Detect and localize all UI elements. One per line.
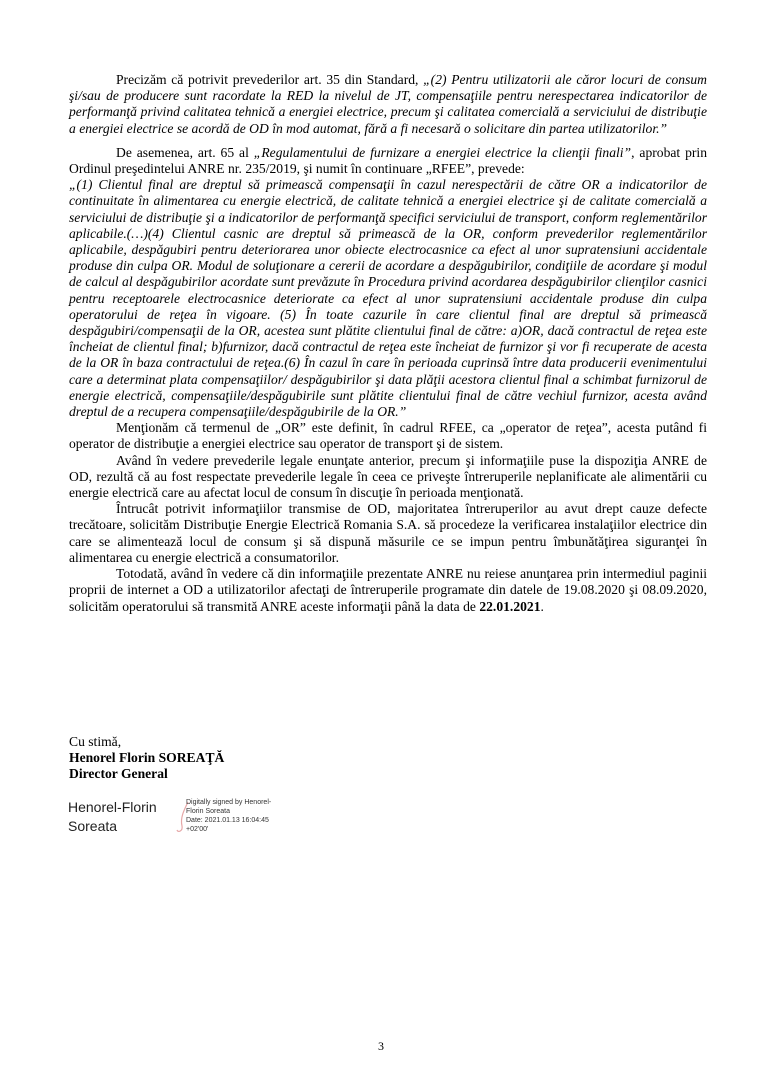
paragraph-tail: , aprobat prin Ordinul preşedintelui ANRE nr. 235/2019, şi numit în continuare „RFEE”, prevede: xyxy=(69,144,708,177)
paragraph-lead: De asemenea, art. 65 al xyxy=(116,144,254,160)
document-body xyxy=(69,72,707,615)
digital-signature xyxy=(68,798,328,840)
page-number: 3 xyxy=(378,1039,384,1053)
digital-name-line: Soreata xyxy=(68,818,118,834)
paragraph-or-definition: Menţionăm că termenul de „OR” este definit, în cadrul RFEE, ca „operator de reţea”, acesta putând fi operator de distribuţie a energiei electrice sau operator de transport şi de sistem. xyxy=(69,420,707,452)
paragraph-conclusion: Având în vedere prevederile legale enunţate anterior, precum şi informaţiile puse la dispoziţia ANRE de OD, rezultă că au fost respectate prevederile legale în ceea ce priveşte întreruperile neplanificate ale alimentării cu energie electrică care au afectat locul de consum în discuţie în perioada menţionată. xyxy=(69,452,707,501)
signer-name: Henorel Florin SOREAŢĂ xyxy=(69,750,225,766)
quoted-rfee-article: „(1) Clientul final are dreptul să primească compensaţii în cazul nerespectării de către OR a indicatorilor de continuitate în alimentarea cu energie electrică, de calitate tehnică a energiei electrice şi de calitate comercială a serviciului de distribuţie şi a indicatorilor de performanţă specifici serviciului de transport, conform reglementărilor aplicabile.(…)(4) Clientul casnic are dreptul să primească de la OR, conform prevederilor reglementărilor aplicabile, despăgubiri pentru deteriorarea unor obiecte electrocasnice ca efect al unor supratensiuni accidentale produse din culpa OR. Modul de soluţionare a cererii de acordare a despăgubirilor, condiţiile de acordare şi modul de calcul al despăgubirilor acordate sunt prevăzute în Procedura privind acordarea despăgubirilor clienţilor casnici pentru receptoarele electrocasnice deteriorate ca efect al unor supratensiuni accidentale produse din culpa operatorului de reţea în vigoare. (5) În toate cazurile în care clientul final are dreptul să primească despăgubiri/compensaţii de la OR, acestea sunt plătite clientului final de către: a)OR, dacă contractul de reţea este încheiat de clientul final; b)furnizor, dacă contractul de reţea este încheiat de furnizor şi vor fi recuperate de acesta de la OR în baza contractului de reţea.(6) În cazul în care în perioada cuprinsă între data producerii evenimentului care a determinat plata compensaţiilor/ despăgubirilor şi data plăţii acestora clientul final a schimbat furnizorul de energie electrică, compensaţiile/despăgubirile sunt plătite clientului final de către vechiul furnizor, acesta având dreptul de a recupera compensaţiile/despăgubirile de la OR.” xyxy=(69,177,707,420)
closing-greeting: Cu stimă, xyxy=(69,734,122,749)
paragraph-deadline-request xyxy=(69,566,707,615)
signature-block xyxy=(69,734,469,783)
signer-title: Director General xyxy=(69,766,168,782)
digital-meta-line: Date: 2021.01.13 16:04:45 xyxy=(186,817,269,824)
digital-name-line: Henorel-Florin xyxy=(68,799,157,815)
paragraph-standard-art35 xyxy=(69,72,707,137)
paragraph-lead: Precizăm că potrivit prevederilor art. 35 din Standard, xyxy=(116,72,424,87)
paragraph-end: . xyxy=(540,598,544,614)
quoted-standard-text: „(2) Pentru utilizatorii ale căror locuri de consum şi/sau de producere sunt racordate la RED la nivelul de JT, compensaţiile pentru nerespectarea indicatorilor de performanţă privind calitatea tehnică a energiei electrice, precum şi calitatea comercială a serviciului de distribuţie a energiei electrice se acordă de OD în mod automat, fără a fi necesară o solicitare din partea utilizatorilor.” xyxy=(69,72,707,136)
deadline-date: 22.01.2021 xyxy=(479,598,541,614)
paragraph-rfee-intro xyxy=(69,145,707,177)
digital-signature-name xyxy=(68,798,157,836)
paragraph-request-verification: Întrucât potrivit informaţiilor transmise de OD, majoritatea întreruperilor au avut drept cauze defecte trecătoare, solicităm Distribuţie Energie Electrică Romania S.A. să procedeze la verificarea instalaţiilor electrice din care se alimentează locul de consum şi să dispună măsurile ce se impun pentru îmbunătăţirea siguranţei în alimentarea cu energie electrică a consumatorilor. xyxy=(69,501,707,565)
digital-meta-line: +02'00' xyxy=(186,826,209,833)
digital-signature-meta xyxy=(186,798,326,834)
regulation-title: „Regulamentului de furnizare a energiei electrice la clienţii finali” xyxy=(253,144,632,160)
digital-meta-line: Florin Soreata xyxy=(186,808,230,815)
paragraph-text: Totodată, având în vedere că din informaţiile prezentate ANRE nu reiese anunţarea prin intermediul paginii proprii de internet a OD a utilizatorilor afectaţi de întreruperile programate din datele de 19.08.2020 şi 08.09.2020, solicităm operatorului să transmită ANRE aceste informaţii până la data de xyxy=(69,566,707,614)
digital-meta-line: Digitally signed by Henorel- xyxy=(186,799,272,806)
